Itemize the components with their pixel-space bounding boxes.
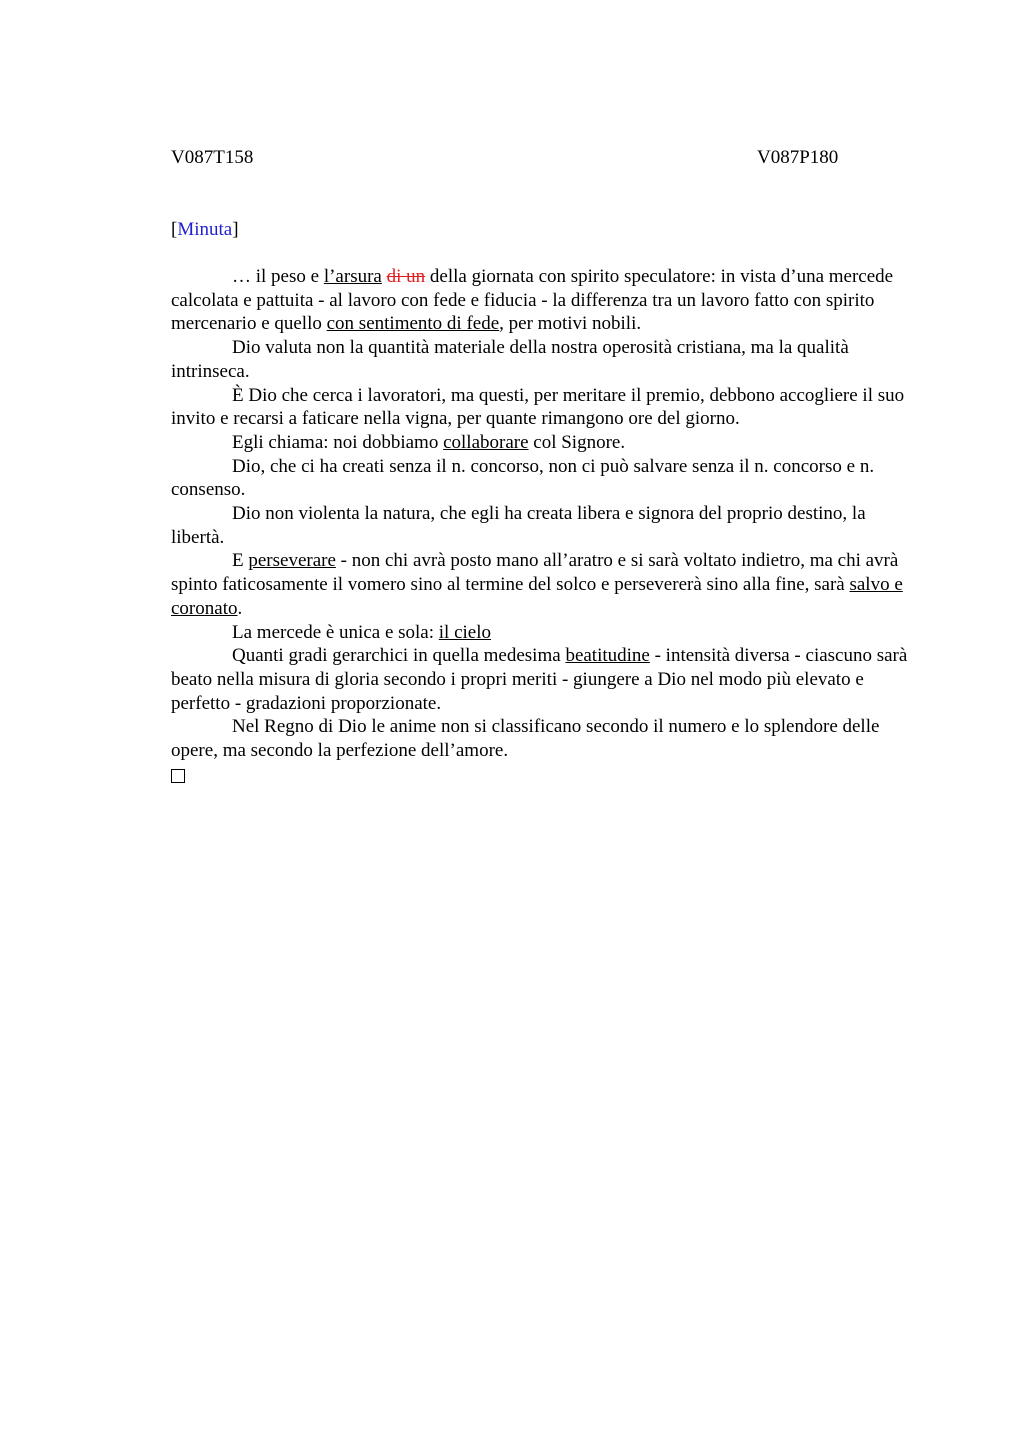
section-label-text: Minuta <box>177 219 233 240</box>
underlined-text: perseverare <box>248 550 336 572</box>
paragraph-3: È Dio che cerca i lavoratori, ma questi, per meritare il premio, debbono accogliere il suo invito e recarsi a faticare nella vigna, per quante rimangono ore del giorno. <box>171 384 905 430</box>
text-run: - non chi avrà posto mano all’aratro e si sarà voltato indietro, ma chi avrà spinto faticosamente il vomero sino al termine del solco e persevererà sino alla fine, sarà <box>171 550 899 596</box>
section-label <box>171 218 239 242</box>
paragraph-10: Nel Regno di Dio le anime non si classificano secondo il numero e lo splendore delle opere, ma secondo la perfezione dell’amore. <box>171 716 880 762</box>
section-close-bracket: ] <box>232 219 239 240</box>
section-open-bracket: [ <box>171 219 178 240</box>
text-run: - intensità diversa - ciascuno sarà beato nella misura di gloria secondo i propri meriti - giungere a Dio nel modo più elevato e perfetto - gradazioni proporzionate. <box>171 645 908 714</box>
underlined-text: con sentimento di fede <box>326 313 500 335</box>
paragraph-6: Dio non violenta la natura, che egli ha creata libera e signora del proprio destino, la libertà. <box>171 503 866 548</box>
square-outline-icon <box>171 769 185 783</box>
text-run: Egli chiama: noi dobbiamo <box>232 431 444 453</box>
text-run: , per motivi nobili. <box>499 313 642 335</box>
text-run: E <box>232 550 249 572</box>
text-run: col Signore. <box>528 431 626 453</box>
paragraph-4 <box>171 431 923 455</box>
document-code-right: V087P180 <box>757 147 839 168</box>
paragraph-1 <box>171 265 923 336</box>
underlined-text: l’arsura <box>323 266 382 287</box>
paragraph-9 <box>171 644 923 715</box>
underlined-text: salvo e coronato <box>171 574 903 619</box>
text-run: La mercede è unica e sola: <box>232 621 439 643</box>
text-run: . <box>237 597 243 619</box>
underlined-text: il cielo <box>438 621 492 643</box>
deleted-text: di un <box>386 266 426 287</box>
underlined-text: beatitudine <box>565 645 650 667</box>
paragraph-2: Dio valuta non la quantità materiale della nostra operosità cristiana, ma la qualità intrinseca. <box>171 337 849 382</box>
paragraph-5: Dio, che ci ha creati senza il n. concorso, non ci può salvare senza il n. concorso e n. consenso. <box>171 455 875 501</box>
end-marker <box>171 763 923 790</box>
paragraph-8 <box>171 621 923 645</box>
document-code-left: V087T158 <box>171 147 254 168</box>
paragraph-7 <box>171 549 923 620</box>
text-run: Quanti gradi gerarchici in quella medesima <box>232 645 566 667</box>
text-run: … il peso e <box>232 266 324 287</box>
document-body <box>171 265 923 789</box>
text-run: della giornata con spirito speculatore: in vista d’una mercede calcolata e pattuita - al lavoro con fede e fiducia - la differenza tra un lavoro fatto con spirito mercenario e quello <box>171 266 894 335</box>
underlined-text: collaborare <box>443 431 529 453</box>
